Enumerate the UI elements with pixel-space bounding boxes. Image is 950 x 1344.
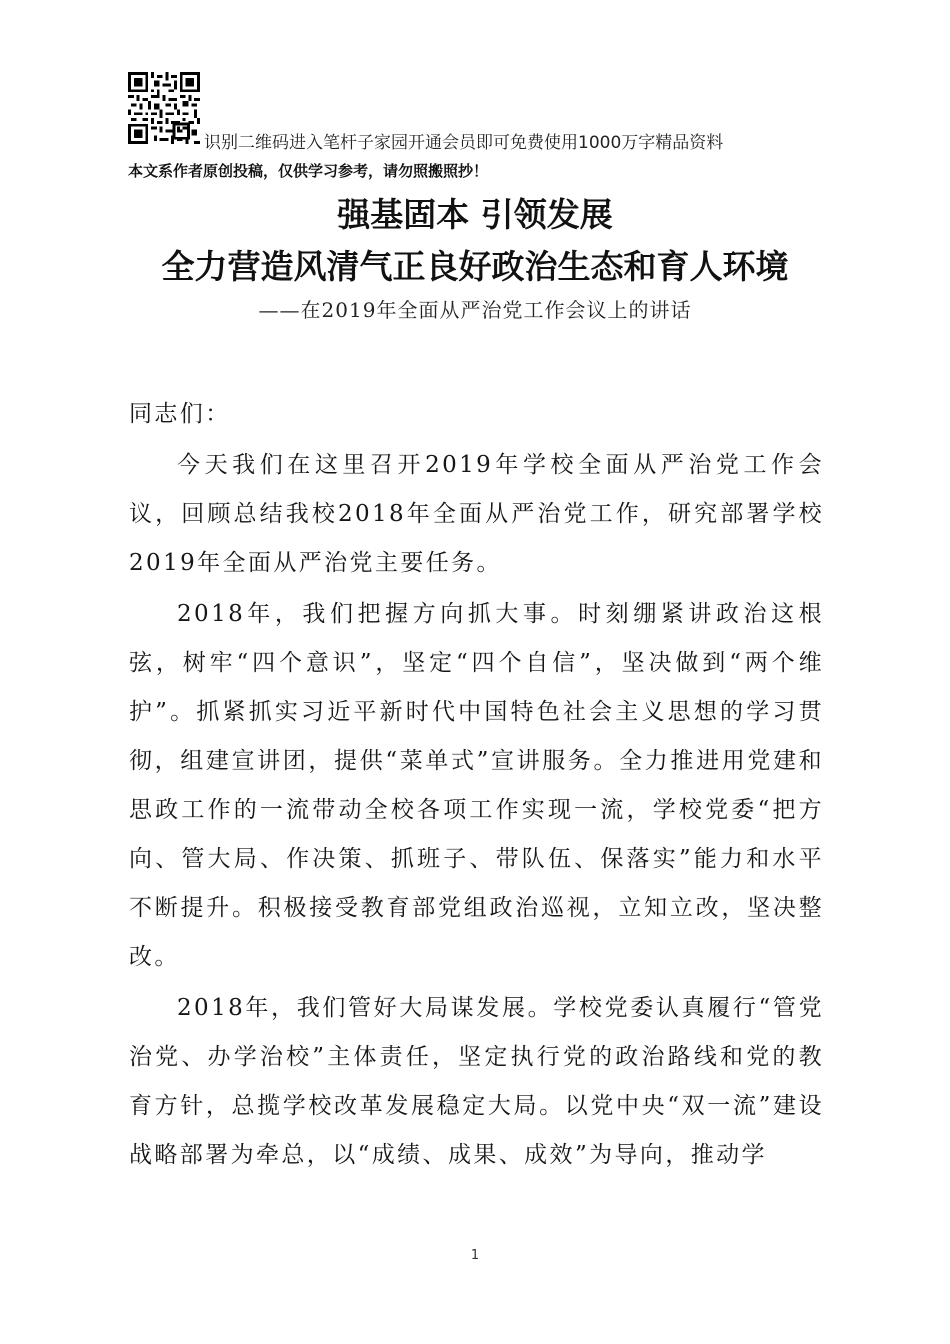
title-line-2: 全力营造风清气正良好政治生态和育人环境: [161, 247, 789, 286]
paragraph-text: 学校党委认真履行“管党治党、办学治校”主体责任，坚定执行党的政治路线和党的教育方针，总揽学校改革发展稳定大局。以党中央“双一流”建设战略部署为牵总，以“成绩、成果、成效”为导向，推动学: [129, 995, 824, 1168]
document-body: [129, 390, 824, 1180]
paragraph: [129, 441, 824, 588]
paragraph-lead: 2018年，我们管好大局谋发展。: [177, 995, 554, 1021]
page-number: 1: [470, 1248, 480, 1263]
salutation: 同志们：: [129, 401, 231, 427]
qr-caption: 识别二维码进入笔杆子家园开通会员即可免费使用1000万字精品资料: [204, 133, 724, 153]
qr-code-icon[interactable]: [128, 72, 200, 144]
paragraph-lead: 2018年，我们把握方向抓大事。: [177, 601, 579, 627]
paragraph: [129, 984, 824, 1180]
paragraph-text: 今天我们在这里召开2019年学校全面从严治党工作会议，回顾总结我校2018年全面从严治党工作，研究部署学校2019年全面从严治党主要任务。: [129, 452, 824, 576]
subtitle: ——在2019年全面从严治党工作会议上的讲话: [258, 298, 692, 322]
paragraph-text: 时刻绷紧讲政治这根弦，树牢“四个意识”，坚定“四个自信”，坚决做到“两个维护”。抓紧抓实习近平新时代中国特色社会主义思想的学习贯彻，组建宣讲团，提供“菜单式”宣讲服务。全力推进用党建和思政工作的一流带动全校各项工作实现一流，学校党委“把方向、管大局、作决策、抓班子、带队伍、保落实”能力和水平不断提升。积极接受教育部党组政治巡视，立知立改，坚决整改。: [129, 601, 824, 970]
paragraph: [129, 590, 824, 982]
title-line-1: 强基固本 引领发展: [337, 195, 613, 234]
copyright-notice: 本文系作者原创投稿，仅供学习参考，请勿照搬照抄！: [128, 162, 489, 180]
